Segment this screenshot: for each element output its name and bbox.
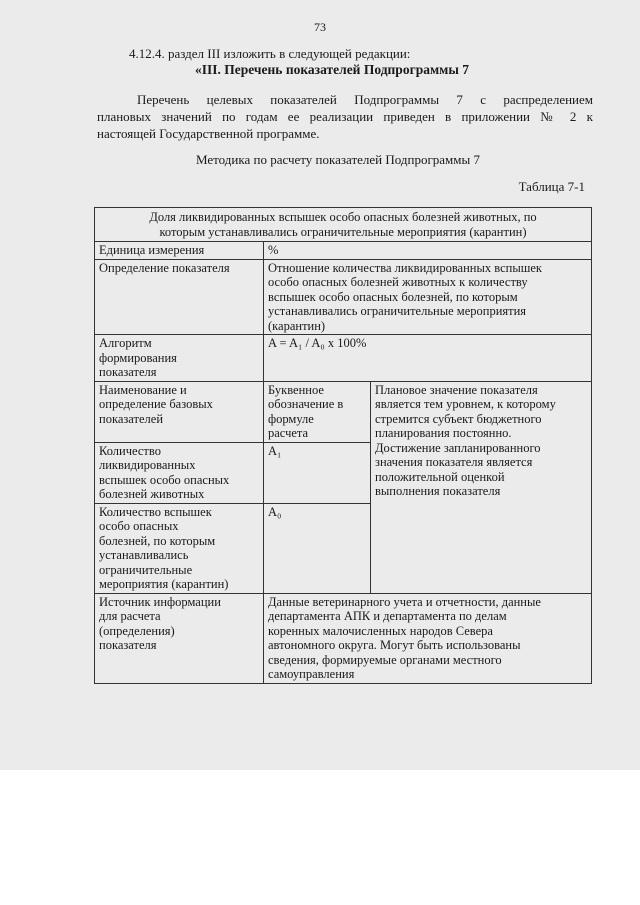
intro-line: настоящей Государственной программе. <box>97 126 320 141</box>
a1-symbol: A₁ <box>264 442 371 503</box>
plan-note-line: значения показателя является <box>375 455 533 469</box>
letter-label-line: формуле <box>268 411 314 426</box>
source-line: автономного округа. Могут быть использованы <box>268 638 521 652</box>
section-title: «III. Перечень показателей Подпрограммы 7 <box>195 62 470 77</box>
definition-line: устанавливались ограничительные мероприятия <box>268 304 527 318</box>
definition-label: Определение показателя <box>95 259 264 335</box>
table-row <box>95 259 592 335</box>
table-row <box>95 593 592 683</box>
a0-label-line: устанавливались <box>99 548 189 562</box>
table-label: Таблица 7-1 <box>518 179 585 194</box>
plan-note-line: является тем уровнем, к которому <box>375 397 556 411</box>
source-line: сведения, формируемые органами местного <box>268 652 502 667</box>
a0-symbol: A₀ <box>264 503 371 593</box>
definition-line: (карантин) <box>268 318 326 333</box>
definition-line: Отношение количества ликвидированных вспышек <box>268 260 542 275</box>
a0-label-line: особо опасных <box>99 519 179 533</box>
table-caption-row <box>95 208 592 242</box>
plan-note-line: выполнения показателя <box>375 484 501 498</box>
source-line: департамента АПК и департамента по делам <box>268 609 507 623</box>
base-label-line: Наименование и <box>99 382 187 397</box>
a1-label-line: вспышек особо опасных <box>99 472 230 487</box>
source-label-line: (определения) <box>99 623 175 638</box>
base-indicators-label <box>95 381 264 442</box>
a1-label-line: Количество <box>99 443 161 458</box>
algorithm-label <box>95 335 264 382</box>
caption-line: Доля ликвидированных вспышек особо опасных болезней животных, по <box>149 210 537 224</box>
plan-note-line: стремится субъект бюджетного <box>375 411 542 426</box>
source-label <box>95 593 264 683</box>
algorithm-label-line: формирования <box>99 350 177 365</box>
caption-line: которым устанавливались ограничительные мероприятия (карантин) <box>159 224 527 239</box>
definition-line: вспышек особо опасных болезней, по которым <box>268 289 518 304</box>
a1-label <box>95 442 264 503</box>
a0-label-line: Количество вспышек <box>99 504 212 519</box>
definition-line: особо опасных болезней животных к количеству <box>268 275 528 289</box>
a1-label-line: ликвидированных <box>99 458 196 472</box>
intro-line: плановых значений по годам ее реализации приведен в приложении № 2 к <box>97 109 593 124</box>
plan-note-line: Достижение запланированного <box>375 440 541 455</box>
a0-label-line: мероприятия (карантин) <box>99 577 229 591</box>
indicator-table <box>94 207 592 684</box>
source-line: самоуправления <box>268 667 355 681</box>
letter-designation-label <box>264 381 371 442</box>
algorithm-label-line: Алгоритм <box>99 336 152 350</box>
plan-note-line: Плановое значение показателя <box>375 382 538 397</box>
base-label-line: показателей <box>99 411 164 426</box>
intro-line: Перечень целевых показателей Подпрограммы 7 с распределением <box>137 92 593 107</box>
algorithm-label-line: показателя <box>99 365 157 379</box>
source-value <box>264 593 592 683</box>
table-row <box>95 381 592 442</box>
plan-value-note <box>371 381 592 593</box>
section-instruction: 4.12.4. раздел III изложить в следующей редакции: <box>129 46 411 61</box>
plan-note-line: планирования постоянно. <box>375 426 512 440</box>
a1-label-line: болезней животных <box>99 487 205 501</box>
source-line: Данные ветеринарного учета и отчетности, данные <box>268 594 541 609</box>
source-label-line: для расчета <box>99 609 161 623</box>
a0-label-line: болезней, по которым <box>99 533 216 548</box>
page-number: 73 <box>314 20 326 34</box>
plan-note-line: положительной оценкой <box>375 469 505 484</box>
a0-label <box>95 503 264 593</box>
formula: A = A₁ / A₀ x 100% <box>264 335 592 382</box>
unit-value: % <box>264 242 592 260</box>
base-label-line: определение базовых <box>99 397 213 411</box>
source-label-line: показателя <box>99 638 157 652</box>
method-heading: Методика по расчету показателей Подпрограммы 7 <box>195 152 480 167</box>
source-label-line: Источник информации <box>99 594 221 609</box>
source-line: коренных малочисленных народов Севера <box>268 623 493 638</box>
letter-label-line: обозначение в <box>268 397 344 411</box>
table-row <box>95 335 592 382</box>
table-row <box>95 242 592 260</box>
a0-label-line: ограничительные <box>99 562 193 577</box>
letter-label-line: расчета <box>268 426 309 440</box>
unit-label: Единица измерения <box>95 242 264 260</box>
table-caption <box>95 208 592 242</box>
definition-value <box>264 259 592 335</box>
intro-paragraph <box>97 91 593 142</box>
letter-label-line: Буквенное <box>268 382 324 397</box>
